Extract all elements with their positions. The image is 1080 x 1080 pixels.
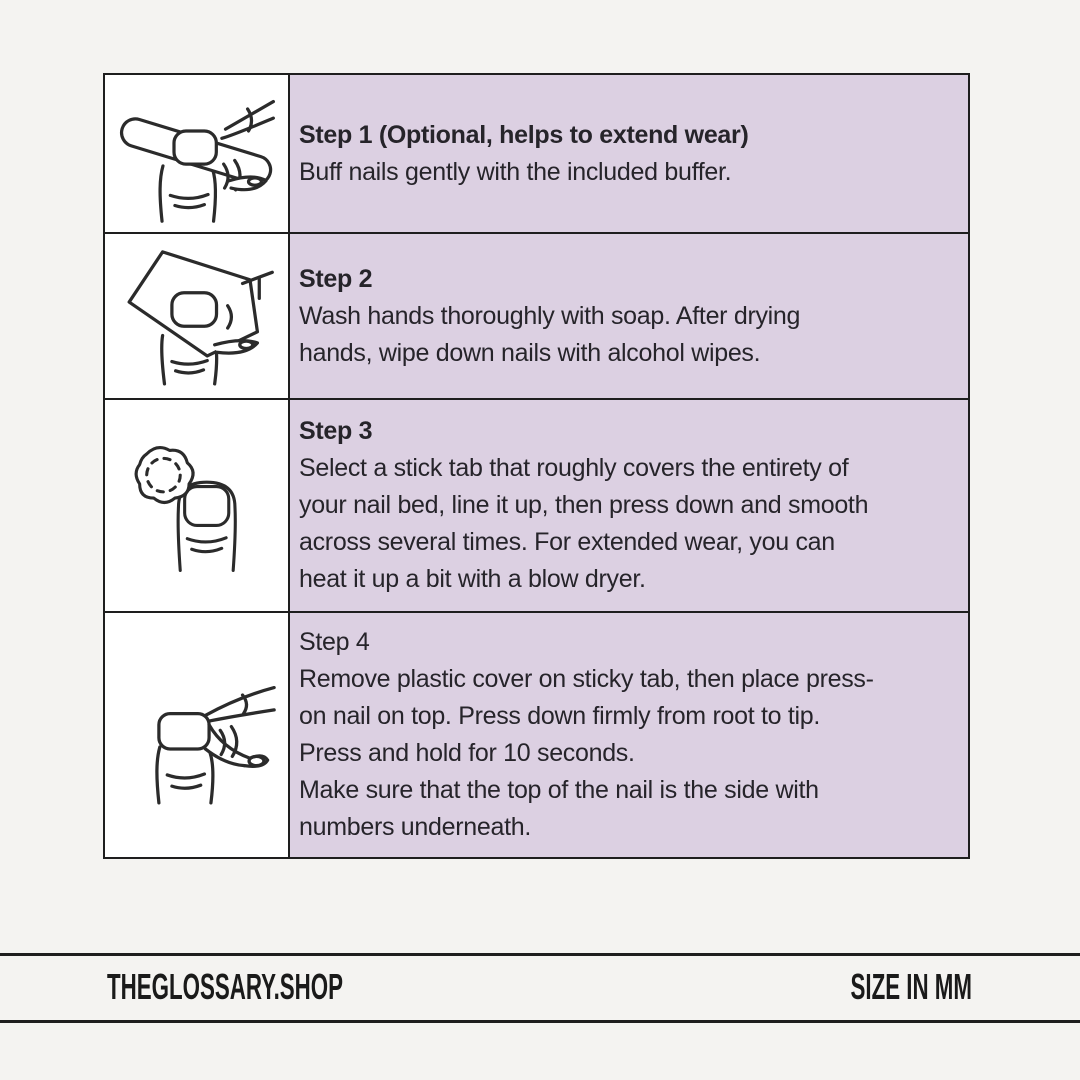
- step-3-title: Step 3: [299, 417, 373, 445]
- step-4-line: on nail on top. Press down firmly from root to tip.: [299, 702, 821, 730]
- press-hand-icon: [118, 665, 276, 805]
- step-4-line: numbers underneath.: [299, 813, 531, 841]
- step-3-line: your nail bed, line it up, then press down and smooth: [299, 491, 869, 519]
- brand-text: THEGLOSSARY.SHOP: [107, 966, 344, 1007]
- step-2-line: Wash hands thoroughly with soap. After drying: [299, 301, 801, 330]
- step-4-title: Step 4: [299, 628, 370, 656]
- step-3-text-cell: [290, 400, 968, 611]
- step-3-line: Select a stick tab that roughly covers the entirety of: [299, 454, 849, 482]
- step-3-line: heat it up a bit with a blow dryer.: [299, 565, 646, 593]
- sticky-tab-finger-icon: [122, 431, 272, 581]
- step-1-title: Step 1 (Optional, helps to extend wear): [299, 120, 749, 149]
- step-4-illustration-cell: [105, 613, 290, 857]
- step-row-3: [105, 400, 968, 613]
- steps-table: [103, 73, 970, 859]
- step-row-1: [105, 75, 968, 234]
- step-4-line: Press and hold for 10 seconds.: [299, 739, 635, 767]
- step-2-illustration-cell: [105, 234, 290, 398]
- buffer-hand-icon: [118, 85, 276, 223]
- wipe-hand-icon: [118, 246, 276, 386]
- step-4-line: Make sure that the top of the nail is the side with: [299, 776, 819, 804]
- step-row-4: [105, 613, 968, 857]
- step-2-text-cell: [290, 234, 968, 398]
- step-1-line: Buff nails gently with the included buffer.: [299, 157, 732, 186]
- footer-bottom-rule: [0, 1020, 1080, 1023]
- step-4-text-cell: [290, 613, 968, 857]
- size-unit-label: SIZE IN MM: [850, 966, 972, 1007]
- step-3-line: across several times. For extended wear, you can: [299, 528, 835, 556]
- step-4-line: Remove plastic cover on sticky tab, then place press-: [299, 665, 874, 693]
- step-2-line: hands, wipe down nails with alcohol wipes.: [299, 338, 761, 367]
- step-1-text-cell: [290, 75, 968, 232]
- step-2-title: Step 2: [299, 264, 373, 293]
- step-1-illustration-cell: [105, 75, 290, 232]
- step-3-illustration-cell: [105, 400, 290, 611]
- step-row-2: [105, 234, 968, 400]
- footer-top-rule: [0, 953, 1080, 956]
